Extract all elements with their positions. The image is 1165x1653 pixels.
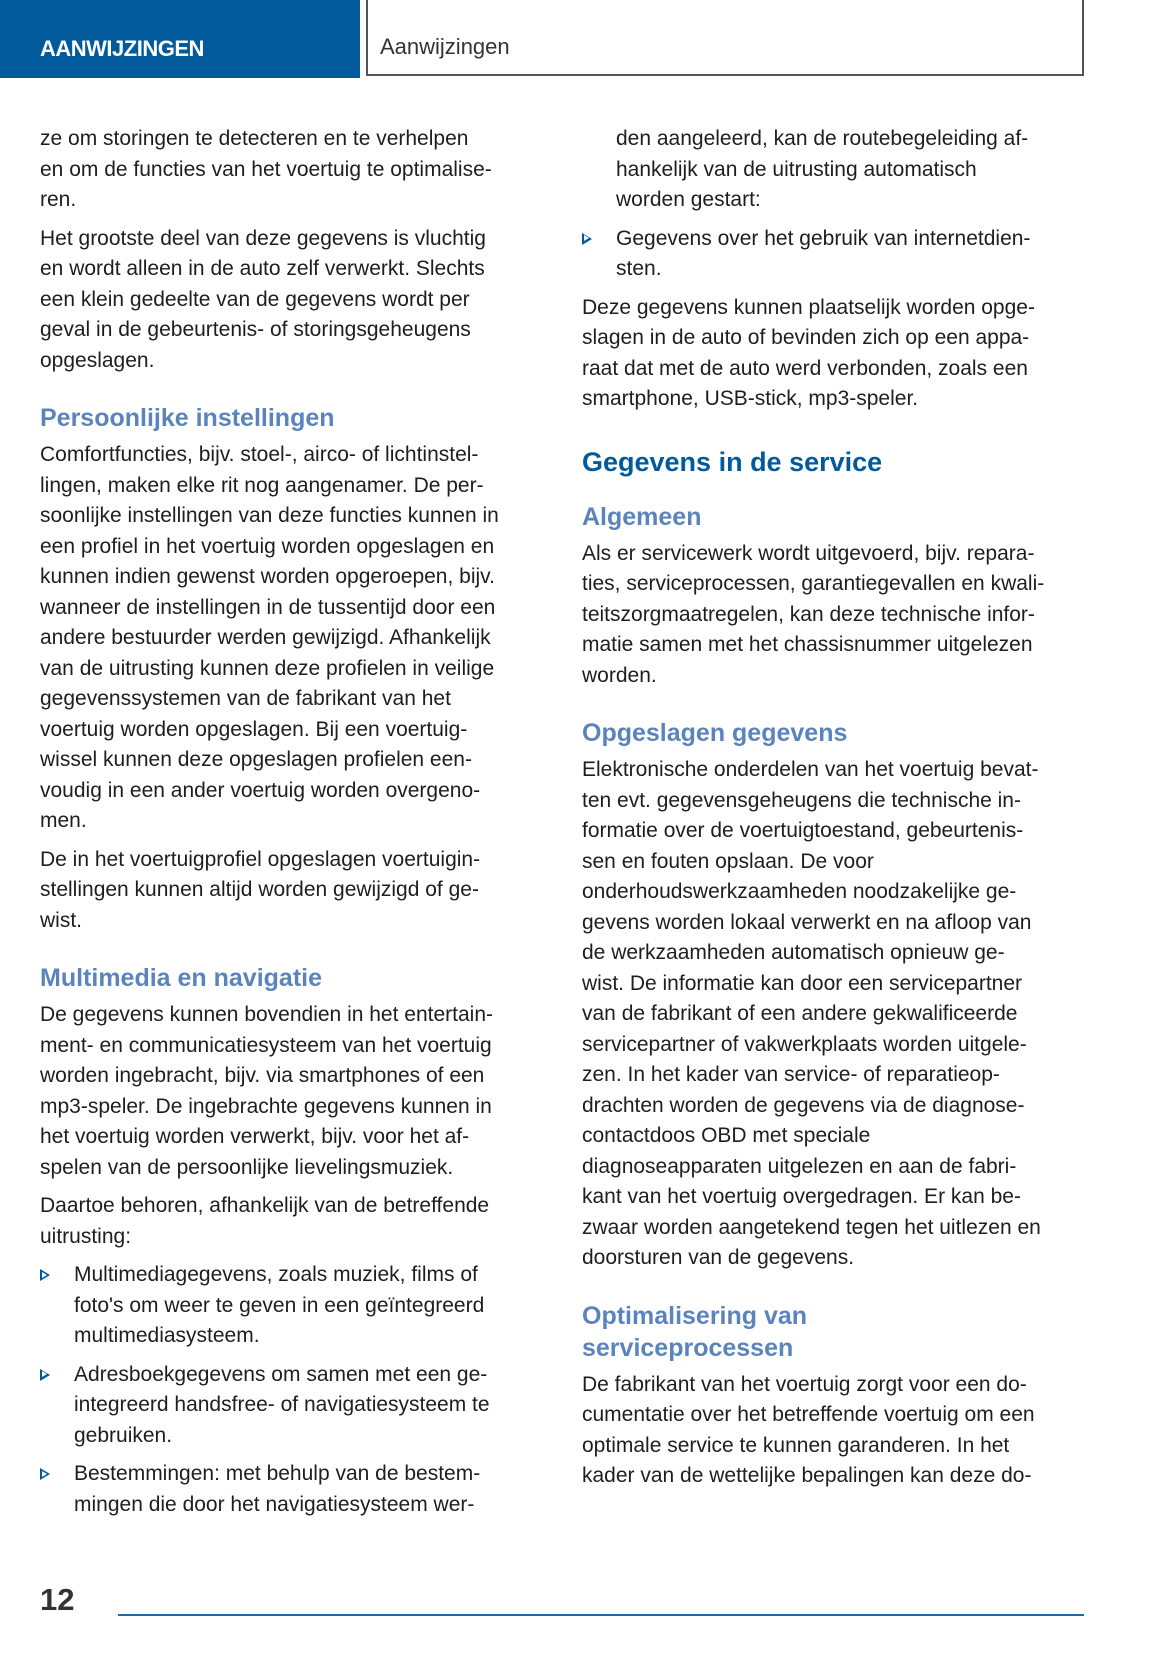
heading-multimedia-navigatie: Multimedia en navigatie — [40, 964, 323, 992]
triangle-bullet-icon — [582, 233, 592, 245]
footer-rule — [118, 1614, 1084, 1616]
list-item: Adresboekgegevens om samen met een ge- integreerd handsfree- of navigatiesysteem te gebruiken. — [40, 1360, 540, 1452]
multimedia-paragraph-1: De gegevens kunnen bovendien in het entertain- ment- en communicatiesysteem van het voertuig worden ingebracht, bijv. via smartphones of een mp3-speler. De ingebrachte gegevens kunnen in het voertuig worden verwerkt, bijv. voor het af- spelen van de persoonlijke lievelingsmuziek. — [40, 1003, 493, 1179]
list-item: Gegevens over het gebruik van internetdien- sten. — [582, 224, 1082, 285]
right-column — [582, 124, 1082, 1500]
heading-opgeslagen-gegevens: Opgeslagen gegevens — [582, 719, 848, 747]
intro-paragraph-1: ze om storingen te detecteren en te verhelpen en om de functies van het voertuig te optimalise- ren. — [40, 127, 492, 211]
triangle-bullet-icon — [40, 1468, 50, 1480]
heading-gegevens-in-de-service: Gegevens in de service — [582, 446, 883, 477]
heading-persoonlijke-instellingen: Persoonlijke instellingen — [40, 404, 335, 432]
algemeen-paragraph: Als er servicewerk wordt uitgevoerd, bijv. repara- ties, serviceprocessen, garantiegevallen en kwali- teitszorgmaatregelen, kan deze technische infor- matie samen met het chassisnummer uitgelezen worden. — [582, 541, 1045, 687]
opgeslagen-paragraph: Elektronische onderdelen van het voertuig bevat- ten evt. gegevensgeheugens die technische in- formatie over de voertuigtoestand, gebeurtenis- sen en fouten opslaan. De voor onderhoudswerkzaamheden noodzakelijke ge- gevens worden lokaal verwerkt en na afloop van de werkzaamheden automatisch opnieuw ge- wist. De informatie kan door een servicepartner van de fabrikant of een andere gekwalificeerde servicepartner of vakwerkplaats worden uitgele- zen. In het kader van service- of reparatieop- drachten worden de gegevens via de diagnose- contactdoos OBD met speciale diagnoseapparaten uitgelezen en aan de fabri- kant van het voertuig overgedragen. Er kan be- zwaar worden aangetekend tegen het uitlezen en doorsturen van de gegevens. — [582, 758, 1041, 1269]
triangle-bullet-icon — [40, 1269, 50, 1281]
optimalisering-paragraph: De fabrikant van het voertuig zorgt voor een do- cumentatie over het betreffende voertuig om een optimale service te kunnen garanderen. In het kader van de wettelijke bepalingen kan deze do- — [582, 1372, 1035, 1487]
multimedia-paragraph-2: Daartoe behoren, afhankelijk van de betreffende uitrusting: — [40, 1194, 490, 1248]
internet-bullet-list — [582, 224, 1082, 285]
section-tab-label: AANWIJZINGEN — [40, 36, 204, 61]
left-column — [40, 124, 540, 1528]
storage-paragraph: Deze gegevens kunnen plaatselijk worden opge- slagen in de auto of bevinden zich op een appa- raat dat met de auto werd verbonden, zoals een smartphone, USB-stick, mp3-speler. — [582, 295, 1035, 410]
multimedia-bullet-list — [40, 1260, 540, 1520]
list-item: Multimediagegevens, zoals muziek, films of foto's om weer te geven in een geïntegreerd multimediasysteem. — [40, 1260, 540, 1352]
intro-paragraph-2: Het grootste deel van deze gegevens is vluchtig en wordt alleen in de auto zelf verwerkt. Slechts een klein gedeelte van de gegevens wordt per geval in de gebeurtenis- of storingsgeheugens opgeslagen. — [40, 226, 486, 372]
bullet-continuation: den aangeleerd, kan de routebegeleiding af- hankelijk van de uitrusting automatisch worden gestart: — [616, 127, 1029, 211]
persoonlijke-paragraph-1: Comfortfuncties, bijv. stoel-, airco- of lichtinstel- lingen, maken elke rit nog aangenamer. De per- soonlijke instellingen van deze functies kunnen in een profiel in het voertuig worden opgeslagen en kunnen indien gewenst worden opgeroepen, bijv. wanneer de instellingen in de tussentijd door een andere bestuurder werden gewijzigd. Afhankelijk van de uitrusting kunnen deze profielen in veilige gegevenssystemen van de fabrikant van het voertuig worden opgeslagen. Bij een voertuig- wissel kunnen deze opgeslagen profielen een- voudig in een ander voertuig worden overgeno- men. — [40, 443, 499, 832]
page-number: 12 — [40, 1582, 75, 1617]
chapter-header-box — [366, 0, 1084, 76]
chapter-title: Aanwijzingen — [380, 34, 510, 59]
persoonlijke-paragraph-2: De in het voertuigprofiel opgeslagen voertuigin- stellingen kunnen altijd worden gewijzigd of ge- wist. — [40, 847, 481, 932]
triangle-bullet-icon — [40, 1369, 50, 1381]
heading-algemeen: Algemeen — [582, 502, 702, 531]
heading-optimalisering-serviceprocessen: Optimalisering van serviceprocessen — [582, 1301, 808, 1362]
section-tab — [0, 0, 360, 78]
list-item: Bestemmingen: met behulp van de bestem- mingen die door het navigatiesysteem wer- — [40, 1459, 540, 1520]
